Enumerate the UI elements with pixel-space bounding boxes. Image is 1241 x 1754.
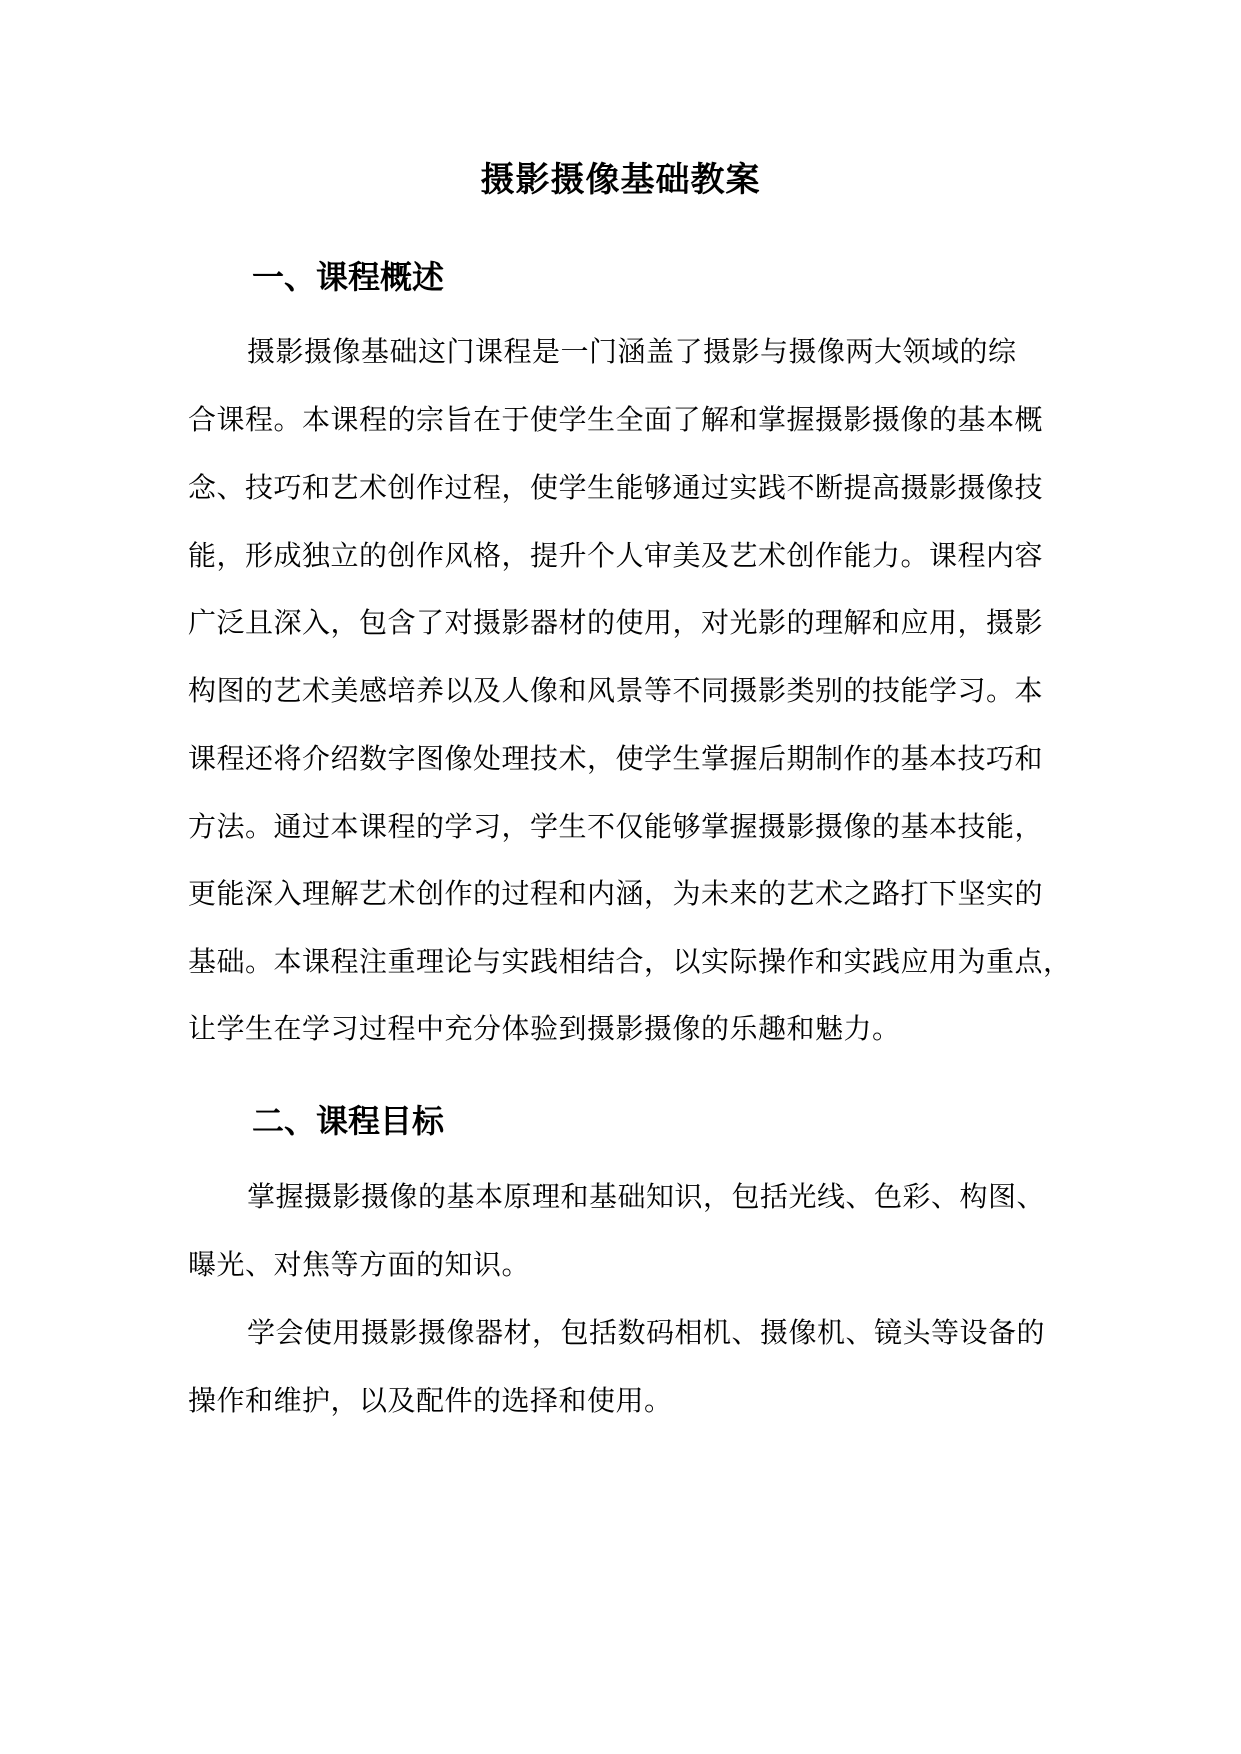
paragraph-line: 能，形成独立的创作风格，提升个人审美及艺术创作能力。课程内容 xyxy=(188,539,1044,572)
paragraph-line: 摄影摄像基础这门课程是一门涵盖了摄影与摄像两大领域的综 xyxy=(247,335,1017,368)
paragraph-line: 念、技巧和艺术创作过程，使学生能够通过实践不断提高摄影摄像技 xyxy=(188,471,1044,504)
paragraph-line: 基础。本课程注重理论与实践相结合，以实际操作和实践应用为重点， xyxy=(188,945,1072,978)
paragraph-line: 方法。通过本课程的学习，学生不仅能够掌握摄影摄像的基本技能， xyxy=(188,810,1044,843)
paragraph-line: 广泛且深入，包含了对摄影器材的使用，对光影的理解和应用，摄影 xyxy=(188,606,1044,639)
paragraph-line: 让学生在学习过程中充分体验到摄影摄像的乐趣和魅力。 xyxy=(188,1012,901,1045)
paragraph-line: 曝光、对焦等方面的知识。 xyxy=(188,1248,531,1281)
paragraph-line: 课程还将介绍数字图像处理技术，使学生掌握后期制作的基本技巧和 xyxy=(188,742,1044,775)
paragraph-line: 构图的艺术美感培养以及人像和风景等不同摄影类别的技能学习。本 xyxy=(188,674,1044,707)
paragraph-line: 操作和维护，以及配件的选择和使用。 xyxy=(188,1384,673,1417)
section-heading-objectives: 二、课程目标 xyxy=(252,1102,445,1140)
paragraph-line: 合课程。本课程的宗旨在于使学生全面了解和掌握摄影摄像的基本概 xyxy=(188,403,1044,436)
paragraph-line: 更能深入理解艺术创作的过程和内涵，为未来的艺术之路打下坚实的 xyxy=(188,877,1044,910)
document-title: 摄影摄像基础教案 xyxy=(480,160,761,200)
paragraph-line: 掌握摄影摄像的基本原理和基础知识，包括光线、色彩、构图、 xyxy=(247,1180,1046,1213)
paragraph-line: 学会使用摄影摄像器材，包括数码相机、摄像机、镜头等设备的 xyxy=(247,1316,1046,1349)
section-heading-overview: 一、课程概述 xyxy=(252,258,445,296)
